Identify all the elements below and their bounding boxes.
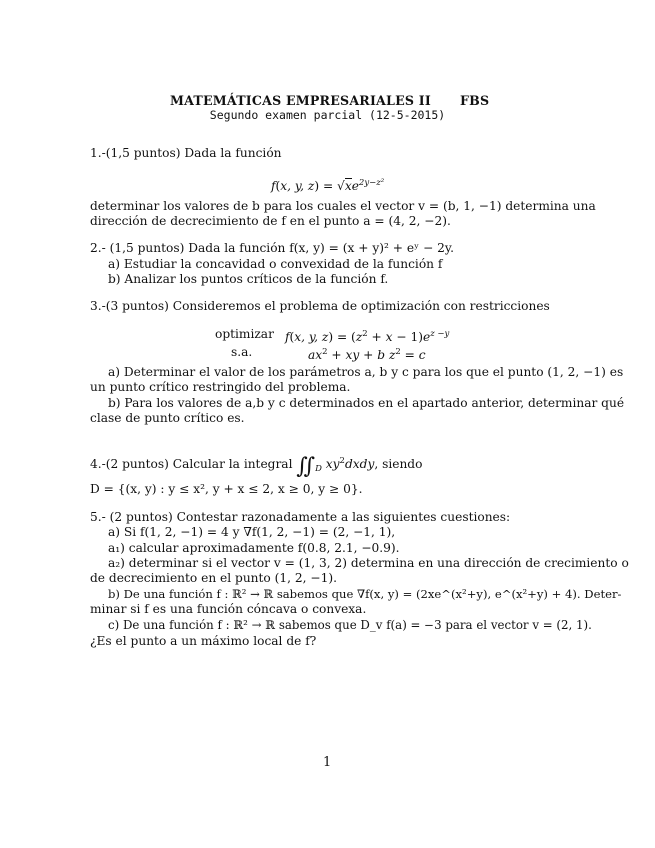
q5-part-a2-1: a₂) determinar si el vector v = (1, 3, 2) determina en una dirección de crecimiento o bbox=[108, 556, 629, 570]
q3-objective: f(x, y, $z) = (z^2 + x - 1)e^{z -y}$ bbox=[285, 329, 450, 344]
q3-constraint: $ax^2$ + xy + b $z^2 = c$ bbox=[308, 347, 426, 362]
q5-part-a1: a₁) calcular aproximadamente f(0.8, 2.1, −0.9). bbox=[108, 541, 400, 555]
exam-subtitle: Segundo examen parcial (12-5-2015) bbox=[209, 108, 446, 122]
q5-part-a2-2: de decrecimiento en el punto (1, 2, −1). bbox=[90, 571, 337, 585]
double-integral: $∬_D$ $xy^2dxdy$ bbox=[296, 454, 375, 479]
page-number: 1 bbox=[323, 755, 332, 770]
q5-part-b-2: minar si f es una función cóncava o convexa. bbox=[90, 602, 367, 616]
q2-part-b: b) Analizar los puntos críticos de la función f. bbox=[108, 272, 389, 286]
q4-siendo: , siendo bbox=[374, 457, 423, 471]
q5-part-c-1: c) De una función f : ℝ² → ℝ sabemos que D_v f(a) = −3 para el vector v = (2, 1). bbox=[108, 618, 592, 632]
tag-fbs: FBS bbox=[460, 93, 490, 108]
q5-part-a: a) Si f(1, 2, −1) = 4 y ∇f(1, 2, −1) = (2, −1, 1), bbox=[108, 525, 396, 539]
course-title: MATEMÁTICAS EMPRESARIALES II bbox=[170, 93, 431, 108]
q3-st-label: s.a. bbox=[231, 345, 253, 359]
q3-heading: 3.-(3 puntos) Consideremos el problema de optimización con restricciones bbox=[90, 299, 550, 313]
q5-part-b-1: b) De una función f : ℝ² → ℝ sabemos que ∇f(x, y) = (2xe^(x²+y), e^(x²+y) + 4). Deter- bbox=[108, 587, 622, 601]
q2-part-a: a) Estudiar la concavidad o convexidad de la función f bbox=[108, 257, 443, 271]
q5-heading: 5.- (2 puntos) Contestar razonadamente a las siguientes cuestiones: bbox=[90, 510, 511, 524]
q1-text-1: determinar los valores de b para los cuales el vector v = (b, 1, −1) determina una bbox=[90, 199, 596, 213]
q3-part-b-1: b) Para los valores de a,b y c determinados en el apartado anterior, determinar qué bbox=[108, 396, 625, 410]
q5-part-c-2: ¿Es el punto a un máximo local de f? bbox=[90, 634, 317, 648]
q3-part-b-2: clase de punto crítico es. bbox=[90, 411, 245, 425]
q4-heading-text: 4.-(2 puntos) Calcular la integral bbox=[90, 457, 293, 471]
q3-part-a-2: un punto crítico restringido del problema. bbox=[90, 380, 351, 394]
exam-tag bbox=[460, 93, 489, 109]
q4-heading bbox=[90, 454, 422, 477]
q1-formula: f(x, y, $z) = √xe^{2y-z^2}$ bbox=[271, 178, 385, 193]
q1-text-2: dirección de decrecimiento de f en el punto a = (4, 2, −2). bbox=[90, 214, 451, 228]
q2-heading: 2.- (1,5 puntos) Dada la función f(x, y) = (x + y)² + eʸ − 2y. bbox=[90, 241, 455, 255]
exam-title bbox=[170, 93, 431, 109]
q3-part-a-1: a) Determinar el valor de los parámetros a, b y c para los que el punto (1, 2, −1) es bbox=[108, 365, 624, 379]
q4-domain: D = {(x, y) : y ≤ x², y + x ≤ 2, x ≥ 0, y ≥ 0}. bbox=[90, 482, 363, 496]
q1-heading: 1.-(1,5 puntos) Dada la función bbox=[90, 146, 282, 160]
q3-optimize-label: optimizar bbox=[215, 327, 274, 341]
